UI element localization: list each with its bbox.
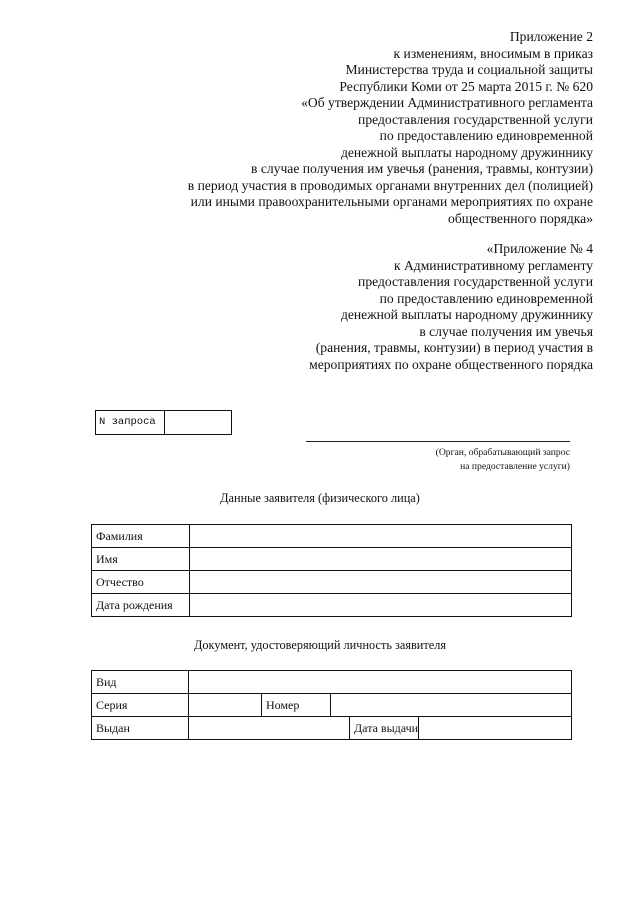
header-line: к Административному регламенту xyxy=(393,257,593,273)
header-line: мероприятиях по охране общественного порядка xyxy=(309,356,593,372)
appendix-header xyxy=(188,29,593,227)
table-row xyxy=(92,548,572,571)
table-row xyxy=(92,594,572,617)
regulation-appendix-header xyxy=(309,241,593,373)
doc-series-field[interactable] xyxy=(189,694,262,717)
header-line: Приложение 2 xyxy=(509,29,593,44)
doc-type-label: Вид xyxy=(92,671,189,694)
box-divider xyxy=(164,410,165,435)
doc-series-label: Серия xyxy=(92,694,189,717)
applicant-section-title: Данные заявителя (физического лица) xyxy=(220,491,420,505)
header-line: предоставления государственной услуги xyxy=(358,111,593,127)
header-line: по предоставлению единовременной xyxy=(379,290,593,306)
organ-caption-line: (Орган, обрабатывающий запрос xyxy=(435,447,570,458)
birth-date-label: Дата рождения xyxy=(92,594,190,617)
header-line: Министерства труда и социальной защиты xyxy=(345,62,593,77)
table-row xyxy=(92,717,572,740)
doc-issue-date-label: Дата выдачи xyxy=(350,717,419,740)
header-line: общественного порядка» xyxy=(448,210,593,226)
table-row xyxy=(92,525,572,548)
name-label: Имя xyxy=(92,548,190,571)
header-line: денежной выплаты народному дружиннику xyxy=(340,144,593,160)
header-line: к изменениям, вносимым в приказ xyxy=(393,45,593,61)
surname-label: Фамилия xyxy=(92,525,190,548)
organ-caption xyxy=(436,446,570,474)
header-line: в случае получения им увечья (ранения, травмы, контузии) xyxy=(251,161,593,176)
request-number-label: N запроса xyxy=(99,416,156,428)
doc-issued-field[interactable] xyxy=(189,717,350,740)
doc-type-field[interactable] xyxy=(189,671,572,694)
header-line: (ранения, травмы, контузии) в период участия в xyxy=(315,340,593,355)
header-line: в случае получения им увечья xyxy=(419,323,593,339)
doc-issued-label: Выдан xyxy=(92,717,189,740)
header-line: предоставления государственной услуги xyxy=(358,274,593,289)
patronymic-label: Отчество xyxy=(92,571,190,594)
patronymic-field[interactable] xyxy=(190,571,572,594)
table-row xyxy=(92,694,572,717)
header-line: «Об утверждении Административного регламента xyxy=(301,95,593,110)
header-line: в период участия в проводимых органами внутренних дел (полицией) xyxy=(187,177,593,193)
birth-date-field[interactable] xyxy=(190,594,572,617)
doc-number-field[interactable] xyxy=(331,694,572,717)
identity-document-table xyxy=(91,670,572,740)
organ-signature-line[interactable] xyxy=(306,441,570,442)
header-line: или иными правоохранительными органами мероприятиях по охране xyxy=(190,194,593,209)
header-line: по предоставлению единовременной xyxy=(379,128,593,143)
table-row xyxy=(92,571,572,594)
box-right-border xyxy=(231,410,232,435)
request-number-box xyxy=(95,410,232,435)
header-line: Республики Коми от 25 марта 2015 г. № 620 xyxy=(339,78,593,94)
table-row xyxy=(92,671,572,694)
doc-number-label: Номер xyxy=(262,694,331,717)
organ-caption-line: на предоставление услуги) xyxy=(460,461,570,472)
document-section-title: Документ, удостоверяющий личность заявителя xyxy=(194,638,446,652)
header-line: денежной выплаты народному дружиннику xyxy=(340,307,593,322)
doc-issue-date-field[interactable] xyxy=(419,717,572,740)
box-left-border xyxy=(95,410,96,435)
applicant-table xyxy=(91,524,572,617)
surname-field[interactable] xyxy=(190,525,572,548)
name-field[interactable] xyxy=(190,548,572,571)
header-line: «Приложение № 4 xyxy=(486,241,593,256)
